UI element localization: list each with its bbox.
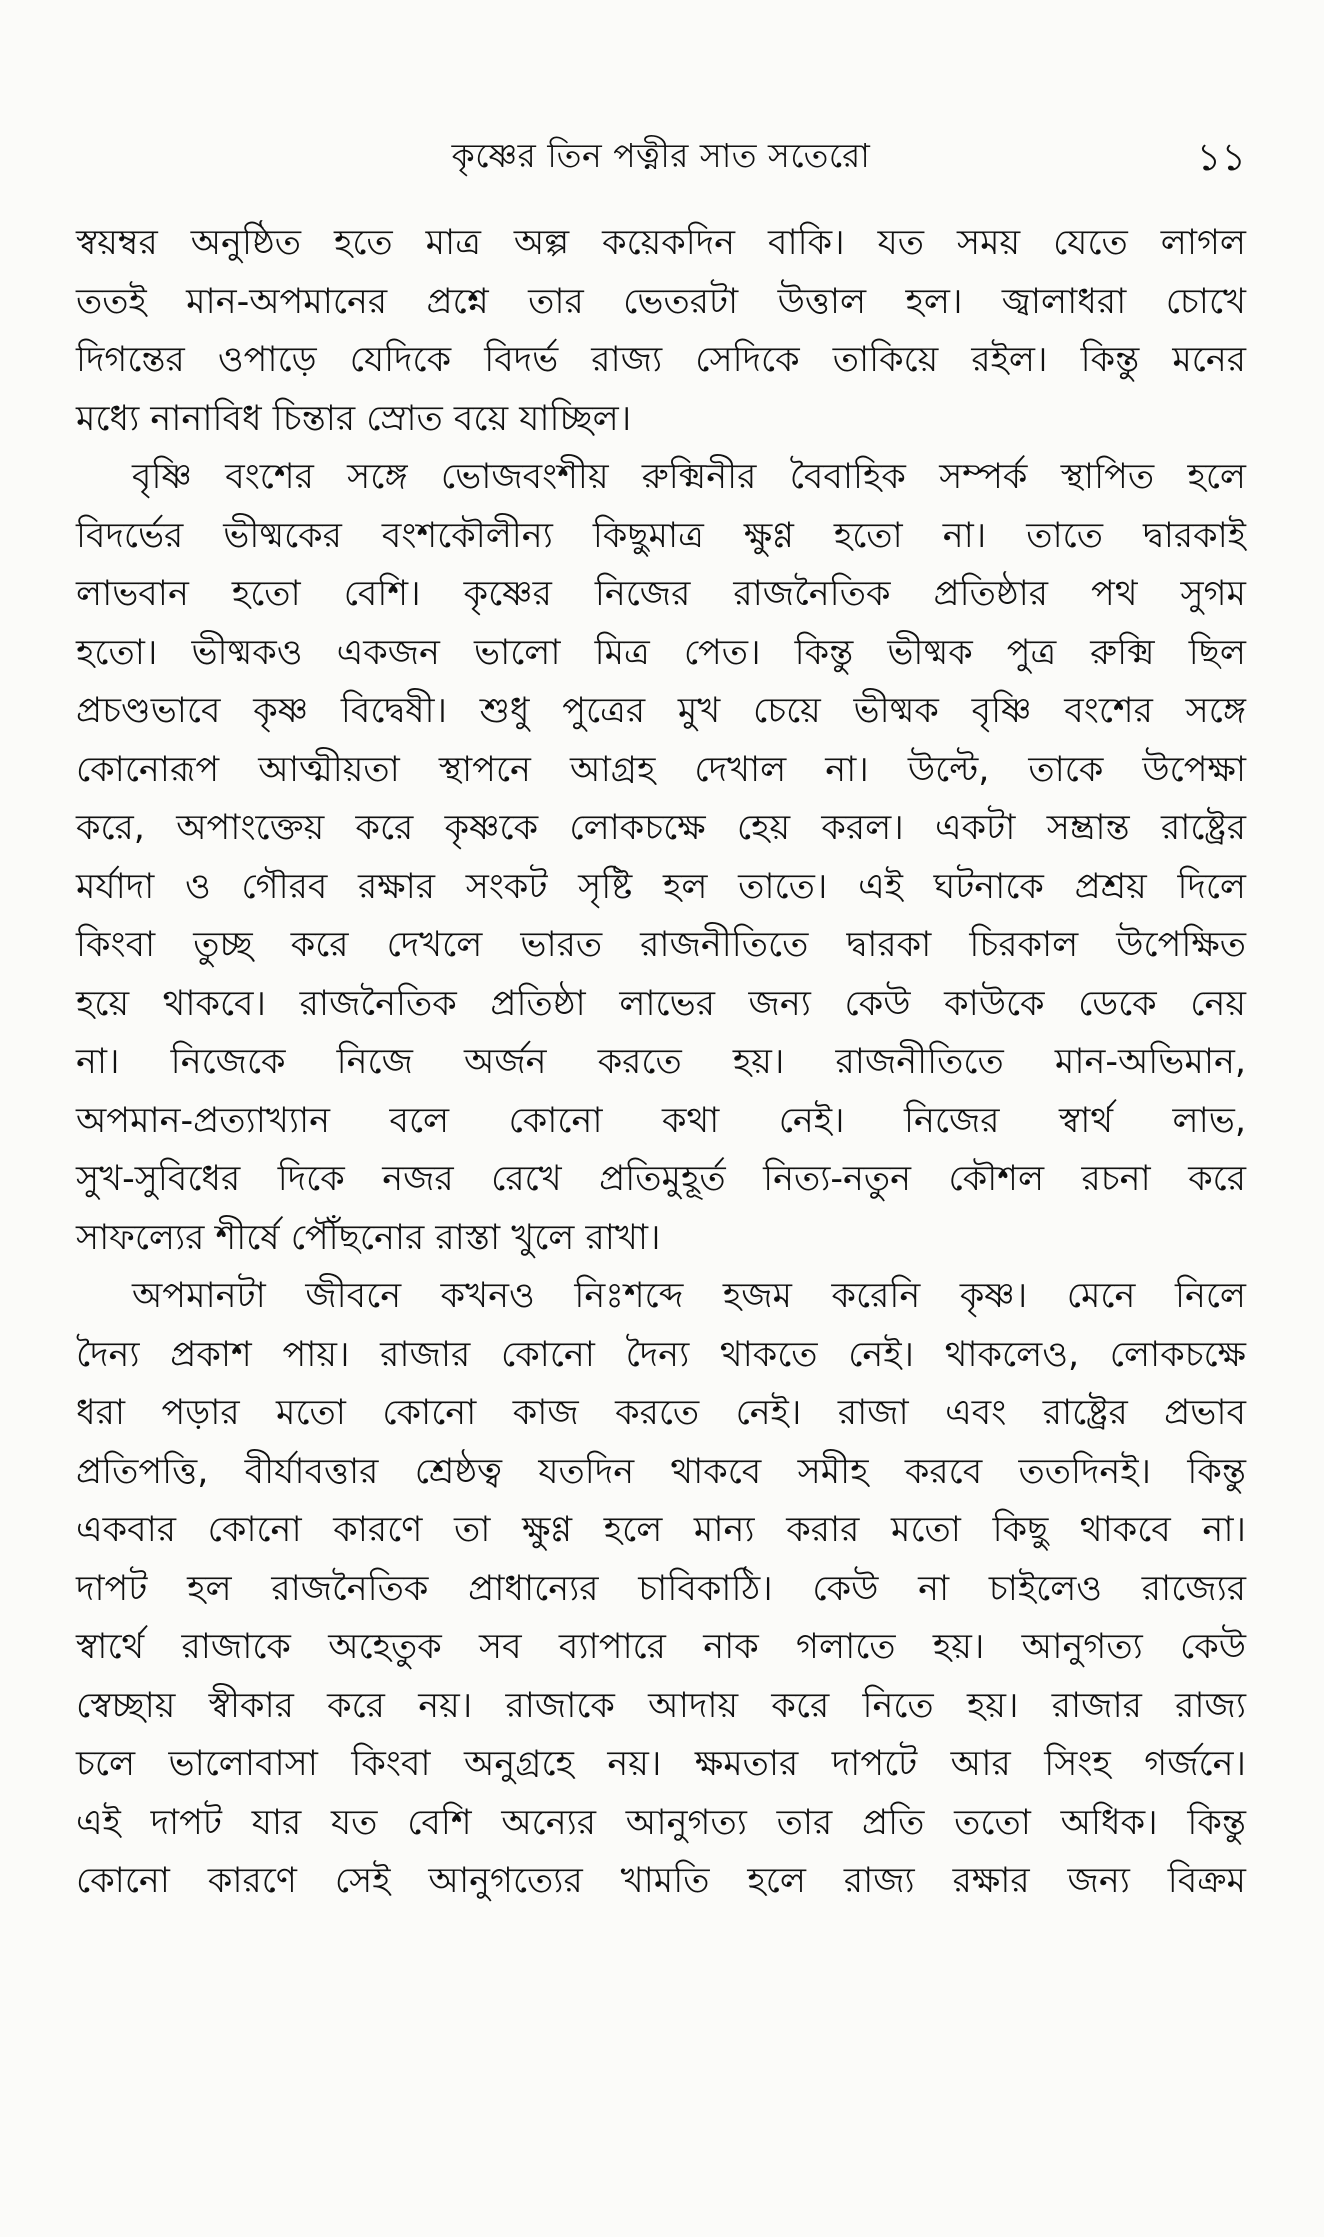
text-line: কিংবা তুচ্ছ করে দেখলে ভারত রাজনীতিতে দ্বারকা চিরকাল উপেক্ষিত (76, 925, 1246, 965)
page-number: ১১ (1196, 135, 1246, 179)
text-line: হয়ে থাকবে। রাজনৈতিক প্রতিষ্ঠা লাভের জন্য কেউ কাউকে ডেকে নেয় (76, 983, 1246, 1024)
text-line: চলে ভালোবাসা কিংবা অনুগ্রহে নয়। ক্ষমতার দাপটে আর সিংহ গর্জনে। (76, 1744, 1246, 1784)
text-line: দিগন্তের ওপাড়ে যেদিকে বিদর্ভ রাজ্য সেদিকে তাকিয়ে রইল। কিন্তু মনের (76, 340, 1246, 380)
text-line: স্বেচ্ছায় স্বীকার করে নয়। রাজাকে আদায় করে নিতে হয়। রাজার রাজ্য (76, 1685, 1246, 1726)
text-line: না। নিজেকে নিজে অর্জন করতে হয়। রাজনীতিতে মান-অভিমান, (76, 1042, 1246, 1082)
text-line: একবার কোনো কারণে তা ক্ষুণ্ণ হলে মান্য করার মতো কিছু থাকবে না। (76, 1510, 1246, 1550)
running-title: কৃষ্ণের তিন পত্নীর সাত সতেরো (451, 136, 871, 175)
text-line: অপমানটা জীবনে কখনও নিঃশব্দে হজম করেনি কৃষ্ণ। মেনে নিলে (132, 1276, 1246, 1316)
text-line: প্রচণ্ডভাবে কৃষ্ণ বিদ্বেষী। শুধু পুত্রের মুখ চেয়ে ভীষ্মক বৃষ্ণি বংশের সঙ্গে (76, 691, 1246, 731)
text-line: করে, অপাংক্তেয় করে কৃষ্ণকে লোকচক্ষে হেয় করল। একটা সম্ভ্রান্ত রাষ্ট্রের (76, 808, 1246, 848)
text-line: হতো। ভীষ্মকও একজন ভালো মিত্র পেত। কিন্তু ভীষ্মক পুত্র রুক্মি ছিল (76, 632, 1246, 673)
paragraph (76, 1267, 1246, 1911)
text-line: প্রতিপত্তি, বীর্যাবত্তার শ্রেষ্ঠত্ব যতদিন থাকবে সমীহ করবে ততদিনই। কিন্তু (76, 1451, 1246, 1492)
text-line: স্বয়ম্বর অনুষ্ঠিত হতে মাত্র অল্প কয়েকদিন বাকি। যত সময় যেতে লাগল (76, 223, 1246, 263)
text-line: বিদর্ভের ভীষ্মকের বংশকৌলীন্য কিছুমাত্র ক্ষুণ্ণ হতো না। তাতে দ্বারকাই (76, 515, 1246, 556)
text-line: মর্যাদা ও গৌরব রক্ষার সংকট সৃষ্টি হল তাতে। এই ঘটনাকে প্রশ্রয় দিলে (76, 866, 1246, 907)
text-line: দাপট হল রাজনৈতিক প্রাধান্যের চাবিকাঠি। কেউ না চাইলেও রাজ্যের (76, 1568, 1246, 1609)
running-header (76, 122, 1246, 182)
text-line: লাভবান হতো বেশি। কৃষ্ণের নিজের রাজনৈতিক প্রতিষ্ঠার পথ সুগম (76, 574, 1246, 614)
text-line: বৃষ্ণি বংশের সঙ্গে ভোজবংশীয় রুক্মিনীর বৈবাহিক সম্পর্ক স্থাপিত হলে (132, 457, 1246, 497)
text-line: স্বার্থে রাজাকে অহেতুক সব ব্যাপারে নাক গলাতে হয়। আনুগত্য কেউ (76, 1627, 1246, 1667)
text-line: ধরা পড়ার মতো কোনো কাজ করতে নেই। রাজা এবং রাষ্ট্রের প্রভাব (76, 1393, 1246, 1433)
text-line: মধ্যে নানাবিধ চিন্তার স্রোত বয়ে যাচ্ছিল। (76, 398, 632, 439)
text-line: কোনোরূপ আত্মীয়তা স্থাপনে আগ্রহ দেখাল না। উল্টে, তাকে উপেক্ষা (76, 749, 1246, 790)
text-line: এই দাপট যার যত বেশি অন্যের আনুগত্য তার প্রতি ততো অধিক। কিন্তু (76, 1802, 1246, 1843)
text-line: ততই মান-অপমানের প্রশ্নে তার ভেতরটা উত্তাল হল। জ্বালাধরা চোখে (76, 281, 1246, 322)
paragraph (76, 214, 1246, 448)
text-line: সুখ-সুবিধের দিকে নজর রেখে প্রতিমুহূর্ত নিত্য-নতুন কৌশল রচনা করে (76, 1159, 1246, 1199)
text-line: সাফল্যের শীর্ষে পৌঁছনোর রাস্তা খুলে রাখা। (76, 1217, 661, 1258)
text-line: দৈন্য প্রকাশ পায়। রাজার কোনো দৈন্য থাকতে নেই। থাকলেও, লোকচক্ষে (76, 1334, 1246, 1375)
paragraph (76, 448, 1246, 1267)
body-text (76, 214, 1246, 1911)
text-line: কোনো কারণে সেই আনুগত্যের খামতি হলে রাজ্য রক্ষার জন্য বিক্রম (76, 1861, 1246, 1901)
text-line: অপমান-প্রত্যাখ্যান বলে কোনো কথা নেই। নিজের স্বার্থ লাভ, (76, 1100, 1246, 1141)
